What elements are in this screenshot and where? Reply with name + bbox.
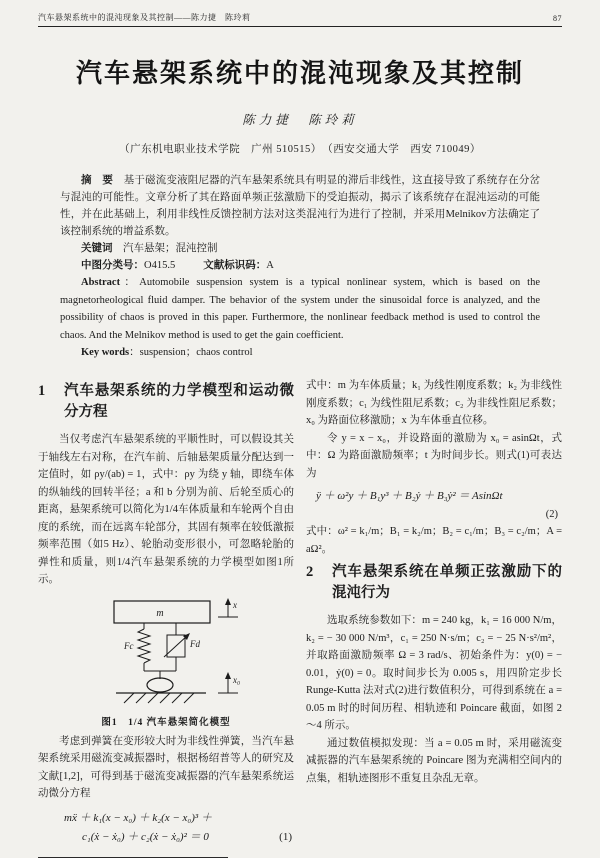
running-title: 汽车悬架系统中的混沌现象及其控制——陈力捷 陈玲莉	[38, 13, 251, 22]
axis-bottom-arrowhead	[225, 672, 231, 679]
damper-force-label: Fd	[190, 638, 200, 649]
mass-label: m	[156, 607, 164, 619]
damper-arrow	[164, 635, 188, 657]
section-2-number: 2	[306, 564, 314, 580]
equation-2-number: (2)	[545, 509, 558, 520]
equation-1	[38, 809, 294, 847]
right-paragraph-1: 式中：m 为车体质量；k₁ 为线性刚度系数；k₂ 为非线性刚度系数；c₁ 为线性阻尼系数；c₂ 为非线性阻尼系数；x₀ 为路面位移激励；x 为车体垂直位移。	[306, 380, 562, 426]
section-2-heading	[306, 562, 562, 604]
figure-1	[38, 595, 294, 733]
two-column-body	[38, 377, 562, 858]
right-paragraph-2: 令 y = x − x₀，并设路面的激励为 x₀ = asinΩt，式中：Ω 为路面激励频率；t 为时间步长。则式(1)可表达为	[306, 432, 562, 479]
section-1-number: 1	[38, 383, 46, 399]
clc-line	[60, 257, 540, 274]
axis-bottom-label: x₀	[233, 674, 241, 685]
affiliations: （广东机电职业技术学院 广州 510515） （西安交通大学 西安 710049）	[119, 144, 481, 155]
abstract-en-text: ：Automobile suspension system is a typical nonlinear system, which is based on the magnetorheological fluid damper. The behavior of the system under the sinusoidal force is analyzed, and the possibility of chaos is proved in this paper. Furthermore, the nonlinear feedback method is used to control the chaos. And the Melnikov method is used to get the gain coefficient.	[60, 277, 540, 341]
left-column	[38, 377, 294, 858]
spring-force-label: Fc	[124, 640, 134, 651]
figure-1-caption: 图1 1/4 汽车悬架简化模型	[101, 718, 231, 728]
abstract-cn	[60, 172, 540, 240]
left-paragraph-2: 考虑到弹簧在变形较大时为非线性弹簧，当汽车悬架系统采用磁流变减振器时，根据杨绍普等人的研究及文献[1,2]，可得到基于磁流变减振器的汽车悬架系统运动微分方程	[38, 735, 294, 799]
suspension-model-diagram	[76, 595, 256, 707]
equation-2: ÿ ＋ ω²y ＋ B₁y³ ＋ B₂ẏ ＋ B₃ẏ² ＝ AsinΩt	[316, 490, 503, 502]
section-2-title: 汽车悬架系统在单频正弦激励下的混沌行为	[332, 564, 562, 601]
abstract-cn-text: 基于磁流变液阻尼器的汽车悬架系统具有明显的滞后非线性，这直接导致了系统存在分岔与混沌的可能性。文章分析了其在路面单频正弦激励下的受迫振动，揭示了该系统存在混沌运动的可能性，并在此基础上，利用非线性反馈控制方法对这类混沌行为进行了控制，并采用Melnikov方法确定了该控制系统的增益系数。	[60, 175, 541, 237]
left-paragraph-1: 当仅考虑汽车悬架系统的平顺性时，可以假设其关于轴线左右对称，在汽车前、后轴悬架质量分配达到一定值时，如 ρy/(ab) = 1，式中：ρy 为绕 y 轴，即绕车体的纵轴线的回转半径；a 和 b 分别为前、后轮至质心的距离，悬架系统可以简化为1/4车体质量和车轮两个自由度的系统，而在远离车轮部分，其固有频率在较低激振频率范围（如5 Hz）、轮胎动变形很小，可忽略轮胎的弹性和质量，则1/4汽车悬架系统的力学模型如图1所示。	[38, 434, 294, 585]
axis-top-label: x	[233, 599, 237, 610]
clc-value: O415.5	[144, 260, 176, 271]
page-number: 87	[553, 14, 562, 23]
right-column	[306, 377, 562, 858]
footnote-rule	[38, 857, 228, 858]
axis-top-arrowhead	[225, 598, 231, 605]
section-1-heading	[38, 381, 294, 423]
abstract-block	[60, 172, 540, 361]
ground-hatching	[124, 693, 194, 703]
keywords-cn-text: 汽车悬架；混沌控制	[123, 243, 218, 254]
running-header	[38, 12, 562, 23]
paper-title: 汽车悬架系统中的混沌现象及其控制	[75, 59, 524, 88]
keywords-cn-label: 关键词	[81, 243, 113, 254]
keywords-en	[60, 344, 540, 361]
spring-symbol	[138, 629, 150, 663]
keywords-en-label: Key words	[81, 347, 130, 358]
right-paragraph-3: 式中：ω² = k₁/m；B₁ = k₂/m；B₂ = c₁/m；B₃ = c₂/m；A = aΩ²。	[306, 526, 562, 555]
doc-code-label: 文献标识码：	[203, 260, 267, 271]
abstract-cn-label: 摘 要	[81, 175, 114, 186]
clc-label: 中图分类号：	[81, 260, 144, 271]
wheel	[147, 678, 173, 692]
section-1-title: 汽车悬架系统的力学模型和运动微分方程	[64, 383, 294, 420]
right-paragraph-5: 通过数值模拟发现：当 a = 0.05 m 时，采用磁流变减振器的汽车悬架系统的 Poincare 图为充满相空间内的点集，相轨迹图形不重复且杂乱无章。	[306, 737, 562, 784]
authors: 陈力捷 陈玲莉	[242, 113, 358, 127]
equation-1-line-2: c₁(ẋ − ẋ₀) ＋ c₂(ẋ − ẋ₀)² ＝ 0	[82, 830, 209, 843]
abstract-en	[60, 274, 540, 344]
doc-code-value: A	[266, 260, 274, 271]
abstract-en-label: Abstract	[81, 277, 121, 288]
right-paragraph-4: 选取系统参数如下：m = 240 kg，k₁ = 16 000 N/m，k₂ = − 30 000 N/m³，c₁ = 250 N·s/m；c₂ = − 25 N·s²/m²，并取路面激励频率 Ω = 3 rad/s、初始条件为：y(0) = − 0.01，ẏ(0) = 0。取时间步长为 0.005 s，用四阶定步长 Runge-Kutta 法对式(2)进行数值积分，可得到系统在 a = 0.05 m 时的时间历程、相轨迹和 Poincare 截面，如图 2～4 所示。	[306, 615, 562, 731]
keywords-en-text: ：suspension；chaos control	[129, 347, 253, 358]
equation-1-line-1: mẍ ＋ k₁(x − x₀) ＋ k₂(x − x₀)³ ＋	[64, 811, 212, 824]
header-rule	[38, 26, 562, 27]
equation-1-number: (1)	[279, 830, 292, 843]
keywords-cn	[60, 240, 540, 257]
